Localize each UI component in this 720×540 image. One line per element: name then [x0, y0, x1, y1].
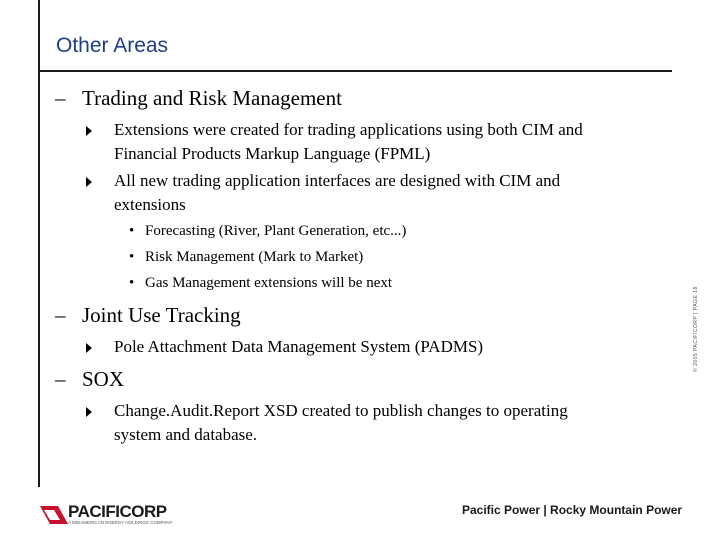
subbullet-forecasting: [129, 223, 406, 240]
subbullet-text: Gas Management extensions will be next: [145, 275, 393, 291]
vertical-rule: [38, 0, 40, 487]
triangle-bullet-icon: [86, 126, 92, 136]
triangle-bullet-icon: [86, 177, 92, 187]
copyright-page-number: © 2005 PACIFICORP | PAGE 18: [693, 286, 699, 372]
triangle-bullet-icon: [86, 407, 92, 417]
subbullet-text: Risk Management (Mark to Market): [145, 249, 364, 265]
triangle-bullet-icon: [86, 343, 92, 353]
dot-marker: •: [129, 223, 135, 239]
subbullet-risk-management: [129, 249, 363, 266]
logo-tagline: A MIDAMERICAN ENERGY HOLDINGS COMPANY: [68, 520, 173, 525]
subbullet-gas-management: [129, 275, 392, 292]
pacificorp-logo: [40, 500, 173, 530]
pacificorp-mark-icon: [40, 502, 68, 528]
bullet-line: Pole Attachment Data Management System (PADMS): [114, 337, 484, 356]
section-heading-trading: [55, 86, 342, 111]
bullet-line: Financial Products Markup Language (FPML): [114, 144, 431, 163]
section-heading-text: SOX: [82, 367, 125, 391]
bullet-change-audit: [86, 399, 666, 447]
bullet-line: Extensions were created for trading applications using both CIM and: [114, 120, 583, 139]
dash-marker: –: [55, 367, 66, 391]
bullet-new-interfaces: [86, 169, 666, 217]
section-heading-text: Trading and Risk Management: [82, 86, 342, 110]
bullet-line: system and database.: [114, 425, 258, 444]
title-underline: [38, 70, 672, 72]
subbullet-text: Forecasting (River, Plant Generation, etc...): [145, 223, 407, 239]
dot-marker: •: [129, 249, 135, 265]
bullet-padms: [86, 335, 666, 359]
bullet-line: extensions: [114, 195, 186, 214]
section-heading-joint-use: [55, 303, 241, 328]
logo-wordmark: PACIFICORP: [68, 502, 167, 521]
bullet-line: Change.Audit.Report XSD created to publish changes to operating: [114, 401, 568, 420]
section-heading-text: Joint Use Tracking: [82, 303, 241, 327]
bullet-extensions: [86, 118, 666, 166]
dot-marker: •: [129, 275, 135, 291]
slide-title: Other Areas: [56, 34, 169, 57]
bullet-line: All new trading application interfaces are designed with CIM and: [114, 171, 561, 190]
brand-footer-text: Pacific Power | Rocky Mountain Power: [462, 503, 683, 517]
dash-marker: –: [55, 86, 66, 110]
dash-marker: –: [55, 303, 66, 327]
section-heading-sox: [55, 367, 124, 392]
